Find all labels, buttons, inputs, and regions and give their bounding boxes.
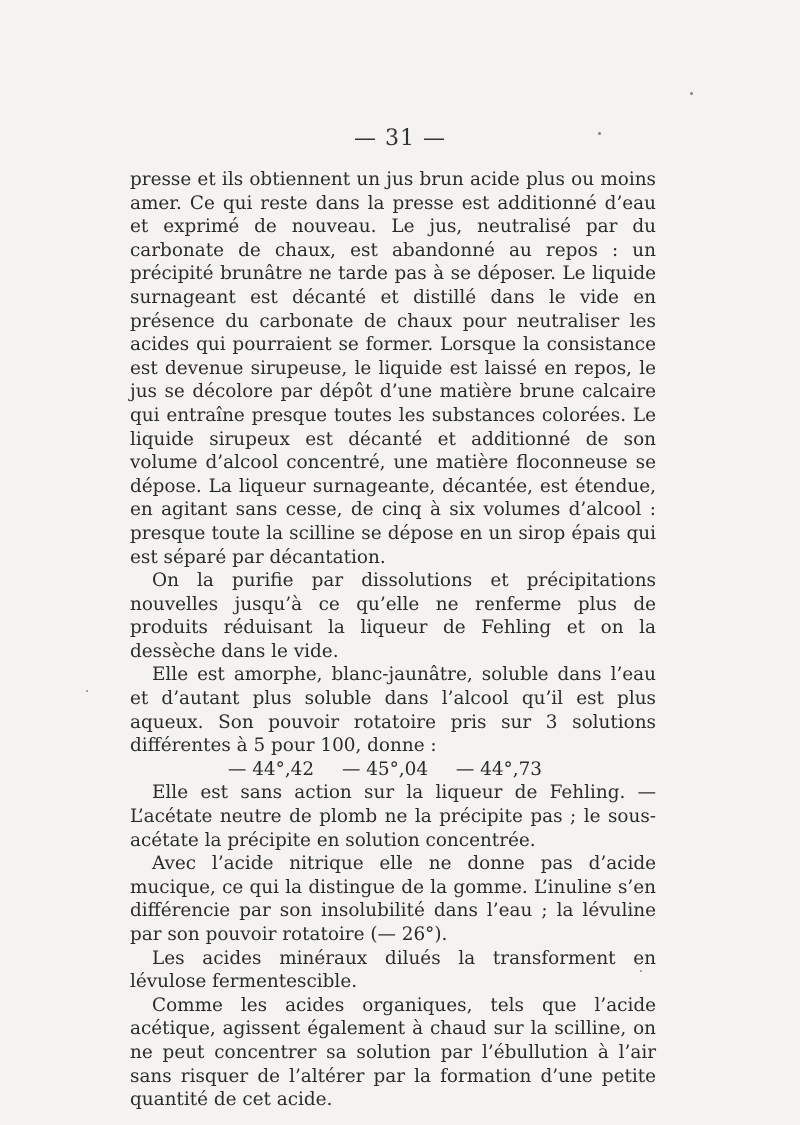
paper-speck [640, 970, 642, 972]
paper-speck [690, 92, 693, 95]
rotation-value-2: — 45°,04 [341, 758, 429, 780]
paragraph-6: Les acides minéraux dilués la transforment en lévulose fermentescible. [130, 947, 656, 993]
body-text [130, 168, 656, 1112]
rotation-values [228, 758, 542, 782]
page-number: — 31 — [354, 126, 446, 151]
paragraph-3: Elle est amorphe, blanc-jaunâtre, soluble dans l’eau et d’autant plus soluble dans l’alcool qu’il est plus aqueux. Son pouvoir rotatoire pris sur 3 solutions différentes à 5 pour 100, donne : [130, 664, 656, 757]
paper-speck [598, 132, 601, 135]
paragraph-7: Comme les acides organiques, tels que l’acide acétique, agissent également à chaud sur la scilline, on ne peut concentrer sa solution par l’ébullution à l’air sans risquer de l’altérer par la formation d’une petite quantité de cet acide. [130, 994, 656, 1111]
rotation-value-3: — 44°,73 [455, 758, 542, 780]
paragraph-5: Avec l’acide nitrique elle ne donne pas d’acide mucique, ce qui la distingue de la gomme. L’inuline s’en différencie par son insolubilité dans l’eau ; la lévuline par son pouvoir rotatoire (— 26°). [130, 853, 656, 945]
paper-speck [86, 690, 88, 692]
paragraph-4: Elle est sans action sur la liqueur de Fehling. — L’acétate neutre de plomb ne la précipite pas ; le sous-acétate la précipite en solution concentrée. [130, 782, 656, 851]
rotation-value-1: — 44°,42 [228, 758, 315, 780]
paragraph-1: presse et ils obtiennent un jus brun acide plus ou moins amer. Ce qui reste dans la presse est additionné d’eau et exprimé de nouveau. Le jus, neutralisé par du carbonate de chaux, est abandonné au repos : un précipité brunâtre ne tarde pas à se déposer. Le liquide surnageant est décanté et distillé dans le vide en présence du carbonate de chaux pour neutraliser les acides qui pourraient se former. Lorsque la consistance est devenue sirupeuse, le liquide est laissé en repos, le jus se décolore par dépôt d’une matière brune calcaire qui entraîne presque toutes les substances colorées. Le liquide sirupeux est décanté et additionné de son volume d’alcool concentré, une matière floconneuse se dépose. La liqueur surnageante, décantée, est étendue, en agitant sans cesse, de cinq à six volumes d’alcool : presque toute la scilline se dépose en un sirop épais qui est séparé par décantation. [130, 169, 656, 568]
paragraph-2: On la purifie par dissolutions et précipitations nouvelles jusqu’à ce qu’elle ne renferme plus de produits réduisant la liqueur de Fehling et on la dessèche dans le vide. [130, 570, 656, 662]
